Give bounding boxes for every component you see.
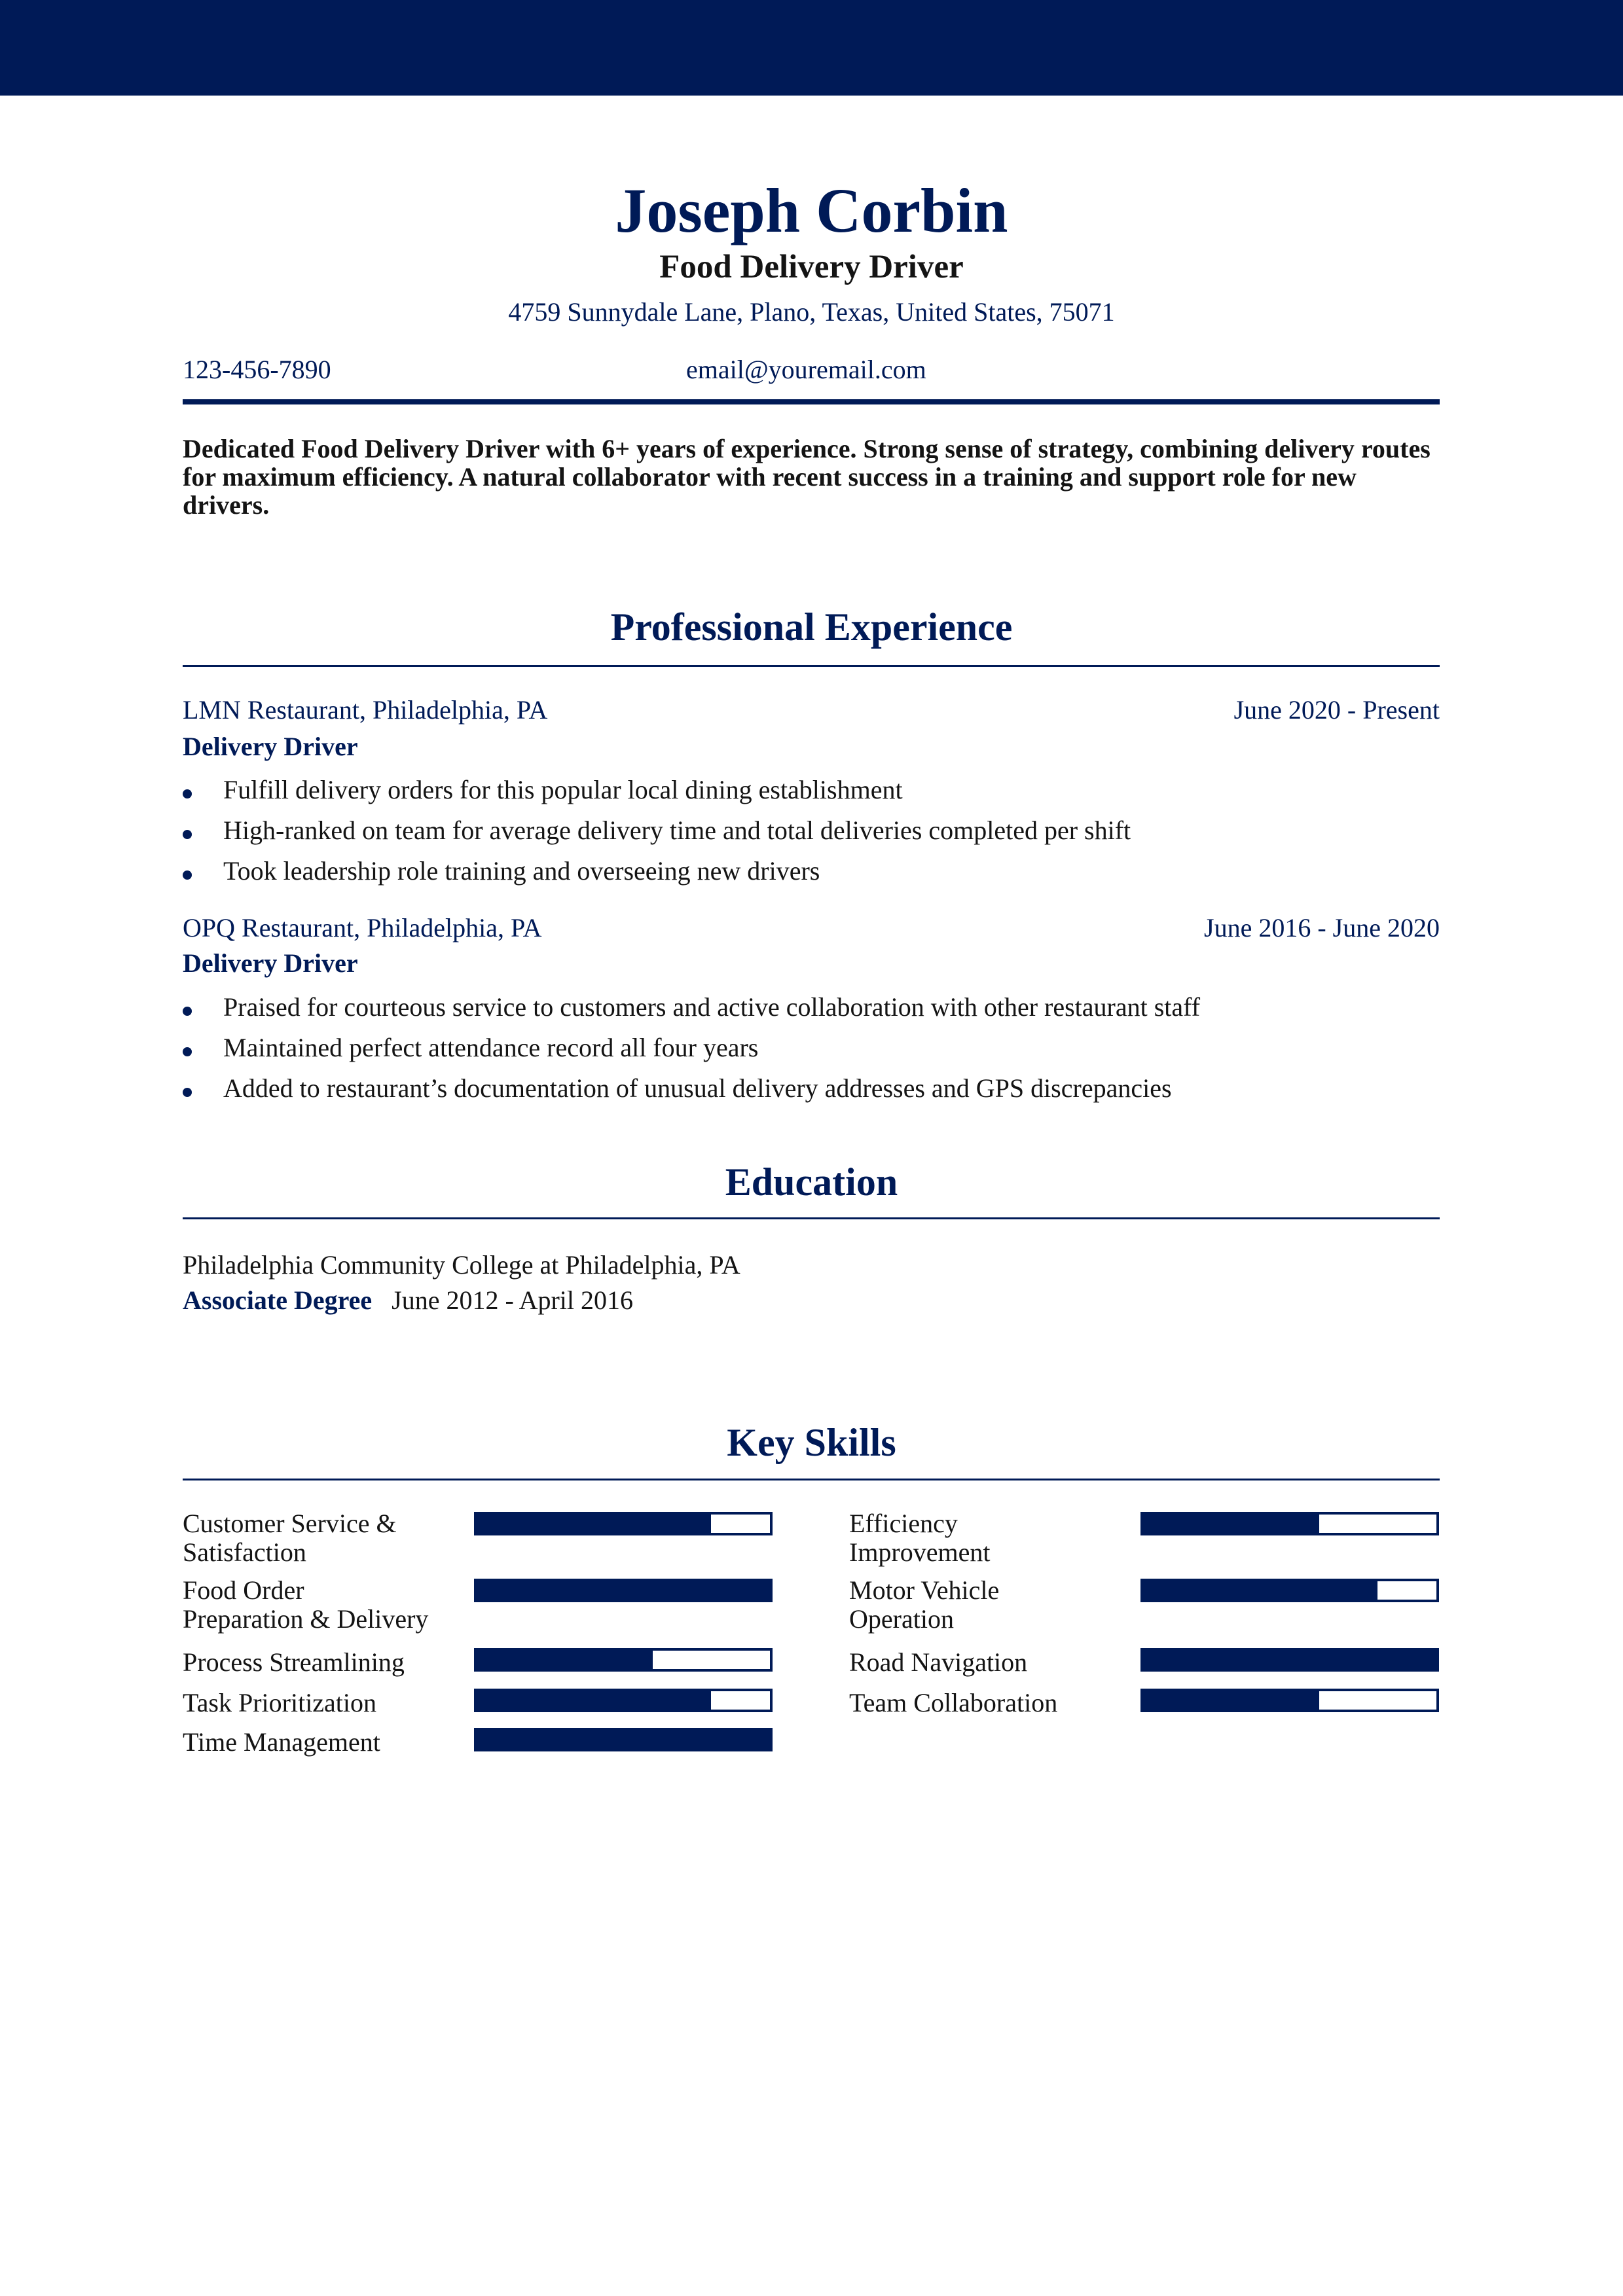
experience-divider xyxy=(183,665,1440,667)
skill-label: Food Order Preparation & Delivery xyxy=(183,1575,429,1634)
skill-bar xyxy=(474,1728,773,1751)
email: email@youremail.com xyxy=(686,355,926,384)
job-2-employer: OPQ Restaurant, Philadelphia, PA xyxy=(183,913,542,942)
address: 4759 Sunnydale Lane, Plano, Texas, United States, 75071 xyxy=(508,297,1115,327)
skill-bar-fill xyxy=(477,1731,770,1749)
header-divider xyxy=(183,399,1440,404)
skill-bar-fill xyxy=(477,1651,653,1669)
skills-divider xyxy=(183,1479,1440,1480)
skill-label: Team Collaboration xyxy=(849,1688,1058,1717)
skill-bar xyxy=(474,1512,773,1535)
job-1-bullets xyxy=(183,770,1131,891)
job-title: Food Delivery Driver xyxy=(659,249,964,285)
skill-bar xyxy=(1140,1648,1439,1672)
skill-bar-fill xyxy=(1143,1651,1436,1669)
bullet-icon xyxy=(183,1088,192,1097)
job-1-employer: LMN Restaurant, Philadelphia, PA xyxy=(183,695,548,725)
job-1-header xyxy=(183,694,1440,726)
bullet-icon xyxy=(183,1047,192,1056)
skill-bar-fill xyxy=(1143,1515,1319,1533)
skill-bar-fill xyxy=(1143,1581,1377,1600)
skill-label: Process Streamlining xyxy=(183,1647,405,1677)
skills-heading: Key Skills xyxy=(727,1421,896,1464)
skill-bar xyxy=(1140,1512,1439,1535)
skill-bar xyxy=(474,1648,773,1672)
list-item: Fulfill delivery orders for this popular local dining establishment xyxy=(183,770,1131,810)
skill-label: Task Prioritization xyxy=(183,1688,377,1717)
job-2-bullets xyxy=(183,987,1200,1109)
experience-heading: Professional Experience xyxy=(610,605,1013,649)
list-item: Praised for courteous service to customers and active collaboration with other restaurant staff xyxy=(183,987,1200,1028)
education-dates: June 2012 - April 2016 xyxy=(392,1285,634,1315)
job-2-header xyxy=(183,912,1440,944)
list-item: Took leadership role training and overseeing new drivers xyxy=(183,851,1131,891)
skill-bar xyxy=(474,1579,773,1602)
list-item: Maintained perfect attendance record all four years xyxy=(183,1028,1200,1068)
list-item: High-ranked on team for average delivery time and total deliveries completed per shift xyxy=(183,810,1131,851)
skill-label: Time Management xyxy=(183,1727,380,1757)
job-2-dates: June 2016 - June 2020 xyxy=(1204,913,1440,942)
education-degree-line xyxy=(183,1284,633,1317)
education-heading: Education xyxy=(725,1160,898,1204)
education-divider xyxy=(183,1217,1440,1219)
candidate-name: Joseph Corbin xyxy=(615,175,1008,245)
education-degree: Associate Degree xyxy=(183,1285,373,1315)
bullet-icon xyxy=(183,870,192,880)
job-2-role: Delivery Driver xyxy=(183,948,358,978)
skill-bar xyxy=(1140,1689,1439,1712)
skill-bar-fill xyxy=(477,1581,770,1600)
bullet-icon xyxy=(183,789,192,798)
phone: 123-456-7890 xyxy=(183,355,331,384)
job-1-dates: June 2020 - Present xyxy=(1233,695,1440,725)
skill-bar-fill xyxy=(1143,1691,1319,1710)
bullet-icon xyxy=(183,830,192,839)
education-school: Philadelphia Community College at Philadelphia, PA xyxy=(183,1250,740,1280)
skill-label: Motor Vehicle Operation xyxy=(849,1575,1000,1634)
skill-label: Efficiency Improvement xyxy=(849,1509,991,1567)
skill-bar xyxy=(474,1689,773,1712)
summary: Dedicated Food Delivery Driver with 6+ years of experience. Strong sense of strategy, combining delivery routes for maximum efficiency. A natural collaborator with recent success in a training and support role for new drivers. xyxy=(183,434,1431,520)
skill-label: Road Navigation xyxy=(849,1647,1028,1677)
skill-bar-fill xyxy=(477,1515,711,1533)
list-item: Added to restaurant’s documentation of unusual delivery addresses and GPS discrepancies xyxy=(183,1068,1200,1109)
job-1-role: Delivery Driver xyxy=(183,732,358,761)
skill-bar-fill xyxy=(477,1691,711,1710)
skill-label: Customer Service & Satisfaction xyxy=(183,1509,397,1567)
header-band xyxy=(0,0,1623,96)
skill-bar xyxy=(1140,1579,1439,1602)
bullet-icon xyxy=(183,1007,192,1016)
